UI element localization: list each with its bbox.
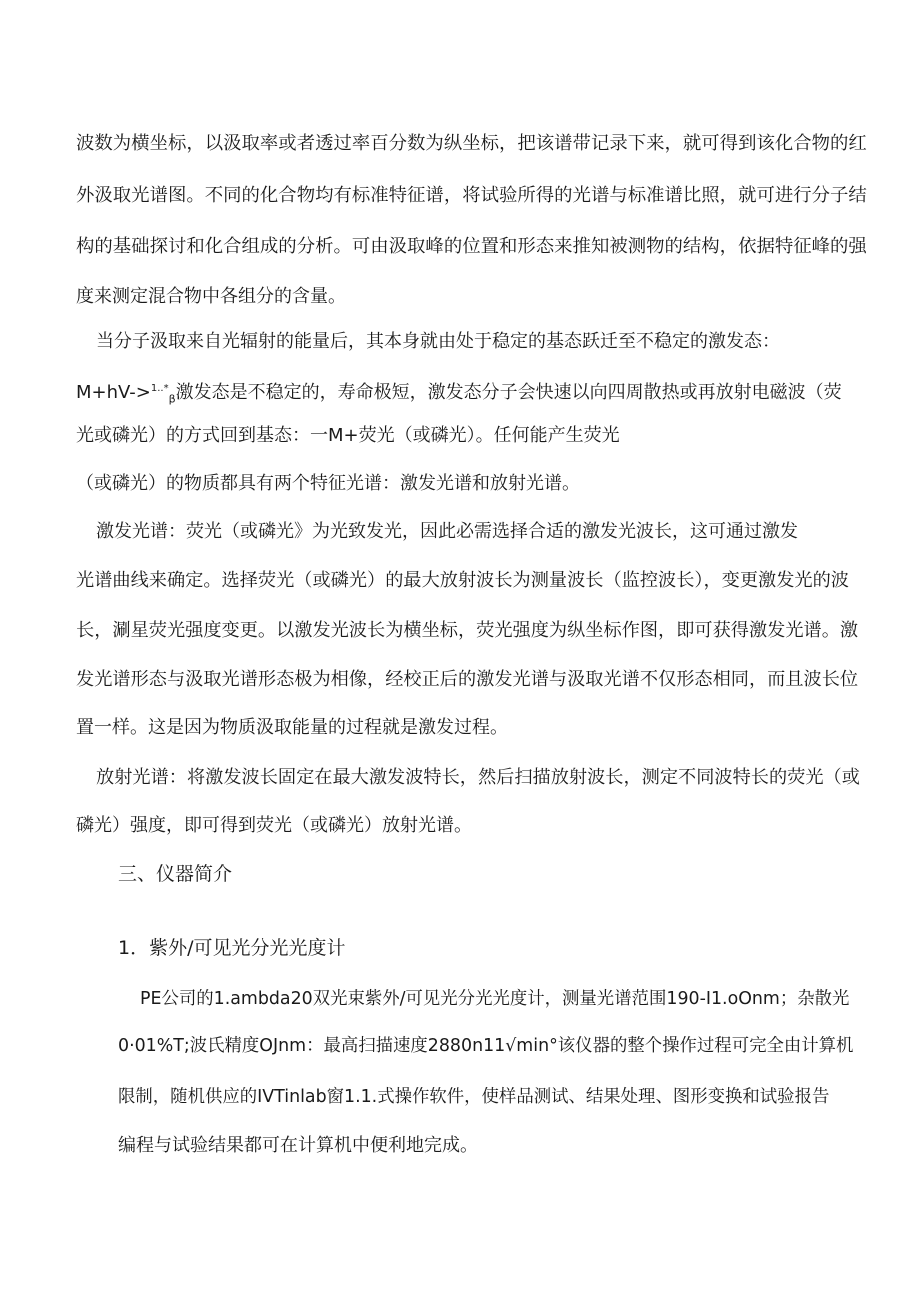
paragraph-3-line-1: 激发光谱：荧光（或磷光》为光致发光，因此必需选择合适的激发光波长，这可通过激发	[96, 521, 798, 542]
paragraph-3-line-4: 发光谱形态与汲取光谱形态极为相像，经校正后的激发光谱与汲取光谱不仅形态相同，而且波长位	[76, 669, 859, 690]
paragraph-5-line-4: 编程与试验结果都可在计算机中便利地完成。	[118, 1135, 478, 1156]
paragraph-5-line-2: 0·01%T;波氏精度OJnm：最高扫描速度2880n11√min°该仪器的整个操作过程可完全由计算机	[118, 1036, 854, 1056]
paragraph-3-line-5: 置一样。这是因为物质汲取能量的过程就是激发过程。	[76, 717, 508, 738]
paragraph-2-line-1: 当分子汲取来自光辐射的能量后，其本身就由处于稳定的基态跃迁至不稳定的激发态：	[96, 331, 780, 352]
paragraph-2-line-4: （或磷光）的物质都具有两个特征光谱：激发光谱和放射光谱。	[76, 473, 580, 494]
formula-subscript: β	[168, 392, 176, 406]
paragraph-4-line-1: 放射光谱：将激发波长固定在最大激发波特长，然后扫描放射波长，测定不同波特长的荧光（或	[96, 767, 860, 788]
formula-text: M+hV->	[76, 382, 151, 403]
paragraph-2-line-2-text: 激发态是不稳定的，寿命极短，激发态分子会快速以向四周散热或再放射电磁波（荧	[175, 382, 842, 403]
formula-superscript: 1..*	[150, 383, 169, 394]
paragraph-3-line-3: 长，涮星荧光强度变更。以激发光波长为横坐标，荧光强度为纵坐标作图，即可获得激发光谱。激	[76, 620, 859, 641]
paragraph-3-line-2: 光谱曲线来确定。选择荧光（或磷光）的最大放射波长为测量波长（监控波长），变更激发光的波	[76, 570, 849, 591]
paragraph-5-line-3: 限制，随机供应的IVTinlab窗1.1.式操作软件，使样品测试、结果处理、图形变换和试验报告	[118, 1087, 830, 1107]
paragraph-4-line-2: 磷光）强度，即可得到荧光（或磷光）放射光谱。	[76, 815, 472, 836]
subsection-heading: 1．紫外/可见光分光光度计	[118, 937, 346, 959]
paragraph-1-line-4: 度来测定混合物中各组分的含量。	[76, 286, 346, 307]
paragraph-1-line-3: 构的基础探讨和化合组成的分析。可由汲取峰的位置和形态来推知被测物的结构，依据特征峰的强	[76, 236, 867, 257]
paragraph-2-line-2	[76, 377, 842, 412]
paragraph-2-line-3: 光或磷光）的方式回到基态：一M+荧光（或磷光）。任何能产生荧光	[76, 425, 620, 446]
paragraph-1-line-1: 波数为横坐标，以汲取率或者透过率百分数为纵坐标，把该谱带记录下来，就可得到该化合物的红	[76, 133, 867, 154]
section-heading: 三、仪器简介	[118, 863, 233, 885]
paragraph-5-line-1: PE公司的1.ambda20双光束紫外/可见光分光光度计，测量光谱范围190-I1.oOnm；杂散光	[140, 989, 850, 1009]
paragraph-1-line-2: 外汲取光谱图。不同的化合物均有标准特征谱，将试验所得的光谱与标准谱比照，就可进行分子结	[76, 185, 867, 206]
